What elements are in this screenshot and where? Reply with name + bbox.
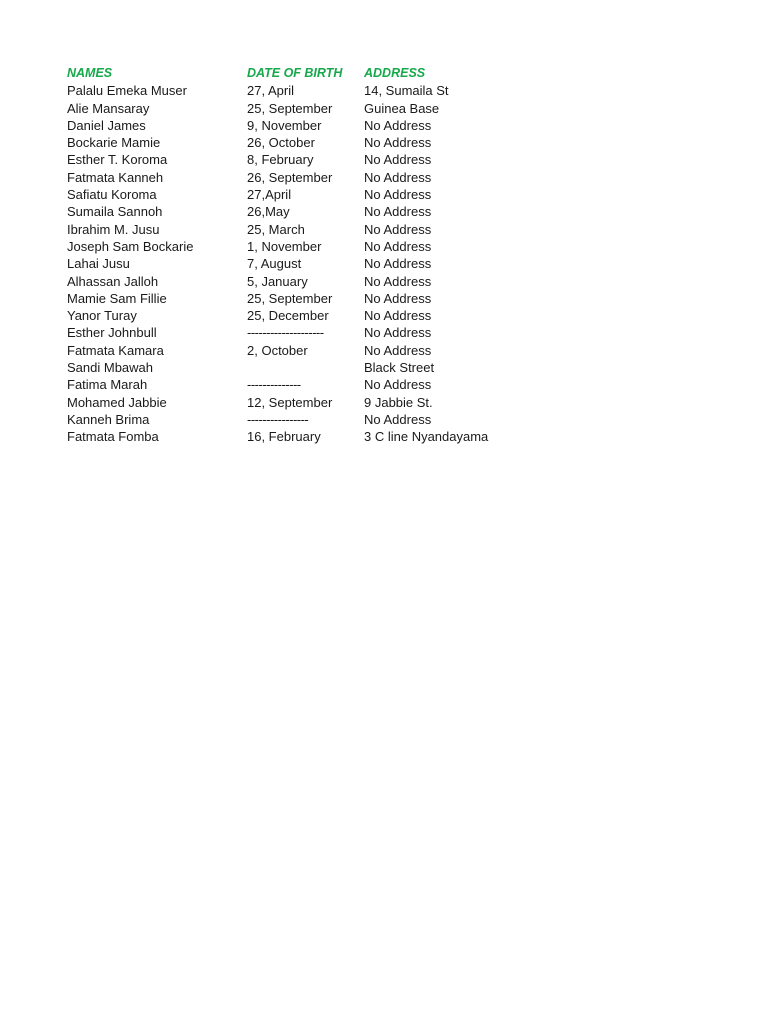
records-table: [67, 65, 564, 446]
cell-name: Alie Mansaray: [67, 100, 150, 116]
cell-date-of-birth: 25, December: [247, 308, 329, 324]
table-row: [67, 100, 564, 117]
cell-address: No Address: [364, 411, 432, 427]
table-row: [67, 273, 564, 290]
table-row: [67, 255, 564, 272]
cell-name: Lahai Jusu: [67, 256, 130, 272]
table-row: [67, 238, 564, 255]
cell-name: Esther Johnbull: [67, 325, 157, 341]
table-row: [67, 411, 564, 428]
table-row: [67, 324, 564, 341]
cell-name: Sumaila Sannoh: [67, 204, 163, 220]
table-row: [67, 169, 564, 186]
cell-date-of-birth: 12, September: [247, 394, 333, 410]
cell-date-of-birth: 16, February: [247, 429, 321, 445]
table-row: [67, 117, 564, 134]
header-names: NAMES: [67, 66, 113, 80]
cell-address: 9 Jabbie St.: [364, 394, 433, 410]
table-row: [67, 342, 564, 359]
cell-name: Fatmata Kanneh: [67, 169, 164, 185]
cell-date-of-birth: ----------------: [247, 411, 309, 427]
table-row: [67, 394, 564, 411]
cell-name: Safiatu Koroma: [67, 187, 157, 203]
table-row: [67, 82, 564, 99]
cell-name: Joseph Sam Bockarie: [67, 238, 194, 254]
cell-name: Mamie Sam Fillie: [67, 290, 167, 306]
table-row: [67, 221, 564, 238]
cell-address: No Address: [364, 204, 432, 220]
cell-address: No Address: [364, 152, 432, 168]
table-row: [67, 307, 564, 324]
cell-date-of-birth: [247, 359, 364, 376]
table-row: [67, 359, 564, 376]
cell-address: No Address: [364, 290, 432, 306]
cell-address: No Address: [364, 187, 432, 203]
cell-date-of-birth: 8, February: [247, 152, 314, 168]
cell-address: No Address: [364, 221, 432, 237]
header-date-of-birth: DATE OF BIRTH: [247, 66, 343, 80]
cell-name: Alhassan Jalloh: [67, 273, 159, 289]
cell-date-of-birth: 9, November: [247, 117, 322, 133]
cell-address: No Address: [364, 308, 432, 324]
cell-name: Fatmata Fomba: [67, 429, 159, 445]
cell-address: 14, Sumaila St: [364, 83, 449, 99]
cell-name: Esther T. Koroma: [67, 152, 168, 168]
cell-address: No Address: [364, 377, 432, 393]
table-row: [67, 376, 564, 393]
cell-address: 3 C line Nyandayama: [364, 429, 489, 445]
cell-date-of-birth: 25, March: [247, 221, 305, 237]
table-row: [67, 151, 564, 168]
cell-address: No Address: [364, 256, 432, 272]
cell-date-of-birth: 27, April: [247, 83, 294, 99]
cell-address: Guinea Base: [364, 100, 440, 116]
cell-date-of-birth: 26, September: [247, 169, 333, 185]
table-body: [67, 82, 564, 445]
cell-address: No Address: [364, 238, 432, 254]
table-row: [67, 290, 564, 307]
cell-address: No Address: [364, 169, 432, 185]
cell-date-of-birth: 7, August: [247, 256, 302, 272]
cell-date-of-birth: 26,May: [247, 204, 290, 220]
cell-name: Ibrahim M. Jusu: [67, 221, 160, 237]
table-row: [67, 428, 564, 445]
cell-date-of-birth: 25, September: [247, 290, 333, 306]
cell-address: No Address: [364, 342, 432, 358]
cell-date-of-birth: --------------: [247, 377, 301, 393]
table-row: [67, 134, 564, 151]
cell-name: Palalu Emeka Muser: [67, 83, 187, 99]
header-address: ADDRESS: [364, 66, 426, 80]
cell-address: No Address: [364, 135, 432, 151]
cell-address: No Address: [364, 325, 432, 341]
table-row: [67, 203, 564, 220]
cell-date-of-birth: 25, September: [247, 100, 333, 116]
table-row: [67, 186, 564, 203]
cell-name: Kanneh Brima: [67, 411, 150, 427]
cell-name: Bockarie Mamie: [67, 135, 161, 151]
cell-date-of-birth: 2, October: [247, 342, 308, 358]
table-header: [67, 65, 564, 82]
cell-name: Daniel James: [67, 117, 146, 133]
cell-name: Yanor Turay: [67, 308, 137, 324]
cell-address: No Address: [364, 117, 432, 133]
cell-name: Mohamed Jabbie: [67, 394, 167, 410]
cell-name: Fatima Marah: [67, 377, 148, 393]
cell-address: No Address: [364, 273, 432, 289]
cell-date-of-birth: 5, January: [247, 273, 308, 289]
cell-date-of-birth: --------------------: [247, 325, 324, 341]
cell-name: Sandi Mbawah: [67, 360, 153, 376]
cell-name: Fatmata Kamara: [67, 342, 164, 358]
cell-date-of-birth: 1, November: [247, 238, 322, 254]
cell-address: Black Street: [364, 360, 435, 376]
cell-date-of-birth: 27,April: [247, 187, 292, 203]
cell-date-of-birth: 26, October: [247, 135, 315, 151]
